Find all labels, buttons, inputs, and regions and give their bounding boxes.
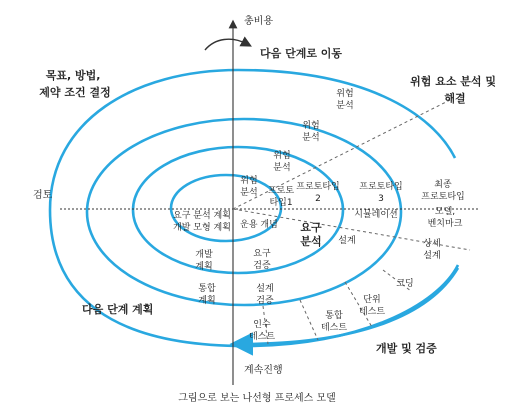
- prototype-2-line-2: 2: [315, 194, 321, 204]
- requirements-plan: [173, 209, 231, 233]
- upper-diagonal: [233, 100, 450, 209]
- prototype-1-line-1: 프로토: [267, 186, 295, 196]
- quadrant-top-right-line2: 해결: [444, 92, 466, 105]
- quadrant-top-left-line2: 제약 조건 결정: [39, 86, 111, 99]
- axis-top-label: 총비용: [244, 16, 273, 27]
- acceptance-test: [249, 318, 275, 342]
- risk-analysis-center-line-1: 위험: [240, 176, 258, 186]
- detailed-design-line-1: 상세: [423, 239, 441, 249]
- final-prototype: [421, 178, 464, 202]
- risk-analysis-mid-line-1: 위험: [302, 121, 320, 131]
- quadrant-top-right: [410, 74, 500, 105]
- unit-test: [359, 293, 385, 317]
- risk-analysis-center: [240, 174, 257, 198]
- next-step-arrow: [205, 39, 247, 50]
- simulation: [354, 208, 397, 220]
- risk-analysis-inner-line-2: 분석: [273, 163, 291, 173]
- design-line-1: 설계: [338, 236, 356, 246]
- integration-test: [321, 309, 347, 333]
- risk-analysis-outer: [336, 87, 353, 111]
- prototype-1-line-2: 타입1: [269, 198, 293, 208]
- prototype-2: [296, 180, 339, 204]
- requirements-verify: [253, 248, 271, 271]
- risk-analysis-inner: [273, 149, 290, 173]
- requirements-analysis-line-2: 분석: [300, 235, 322, 248]
- design-verify-line-2: 검증: [256, 296, 274, 306]
- figure-caption: 그림으로 보는 나선형 프로세스 모델: [178, 393, 336, 404]
- risk-analysis-outer-line-2: 분석: [336, 101, 354, 111]
- development-plan-line-1: 개발: [195, 250, 213, 260]
- integration-test-line-1: 통합: [325, 311, 343, 321]
- risk-analysis-outer-line-1: 위험: [336, 89, 354, 99]
- requirements-analysis: [299, 221, 322, 248]
- prototype-3-line-1: 프로토타입: [359, 182, 403, 192]
- requirements-analysis-line-1: 요구: [300, 221, 322, 234]
- quadrant-bottom-left: 다음 단계 계획: [82, 303, 154, 316]
- requirements-verify-line-1: 요구: [253, 249, 271, 259]
- design-verify: [256, 282, 274, 306]
- final-prototype-line-1: 최종: [434, 180, 452, 190]
- requirements-plan-line-1: 요구 분석 계획: [173, 211, 231, 221]
- quadrant-top-right-line1: 위험 요소 분석 및: [410, 75, 497, 88]
- risk-analysis-inner-line-1: 위험: [273, 151, 291, 161]
- final-prototype-line-2: 프로토타입: [421, 192, 465, 202]
- operation-concept: [240, 218, 278, 230]
- next-step-label: 다음 단계로 이동: [260, 47, 343, 60]
- divider-integ-test: [300, 300, 318, 340]
- acceptance-test-line-2: 테스트: [248, 332, 276, 342]
- unit-test-line-2: 테스트: [358, 307, 386, 317]
- prototype-1: [268, 185, 294, 208]
- quadrant-top-left-line1: 목표, 방법,: [45, 69, 101, 82]
- model-benchmark-line-1: 모델,: [434, 207, 456, 217]
- integration-plan-line-2: 계획: [198, 296, 216, 306]
- integration-plan: [198, 282, 216, 306]
- coding: [396, 277, 413, 289]
- axis-bottom-label: 계속진행: [244, 365, 283, 376]
- simulation-line-1: 시뮬레이션: [354, 210, 398, 220]
- quadrant-top-left: [39, 68, 110, 99]
- quadrant-bottom-right: 개발 및 검증: [376, 342, 437, 355]
- prototype-2-line-1: 프로토타입: [296, 182, 340, 192]
- model-benchmark-line-2: 벤치마크: [427, 219, 463, 229]
- development-plan-line-2: 계획: [195, 262, 213, 272]
- requirements-plan-line-2: 개발 모형 계획: [173, 223, 231, 233]
- integration-plan-line-1: 통합: [198, 284, 216, 294]
- detailed-design-line-2: 설계: [423, 251, 441, 261]
- spiral-ring-2: [133, 147, 343, 273]
- coding-line-1: 코딩: [396, 279, 414, 289]
- unit-test-line-1: 단위: [363, 295, 381, 305]
- development-plan: [195, 248, 213, 272]
- acceptance-test-line-1: 인수: [253, 320, 271, 330]
- design: [338, 234, 355, 246]
- prototype-3-line-2: 3: [378, 194, 384, 204]
- integration-test-line-2: 테스트: [320, 323, 348, 333]
- risk-analysis-center-line-2: 분석: [240, 188, 258, 198]
- axis-left-label: 검토: [33, 190, 53, 201]
- design-verify-line-1: 설계: [256, 284, 274, 294]
- risk-analysis-mid-line-2: 분석: [302, 133, 320, 143]
- operation-concept-line-1: 운용 개념: [240, 220, 278, 230]
- requirements-verify-line-2: 검증: [253, 261, 271, 271]
- detailed-design: [423, 237, 440, 261]
